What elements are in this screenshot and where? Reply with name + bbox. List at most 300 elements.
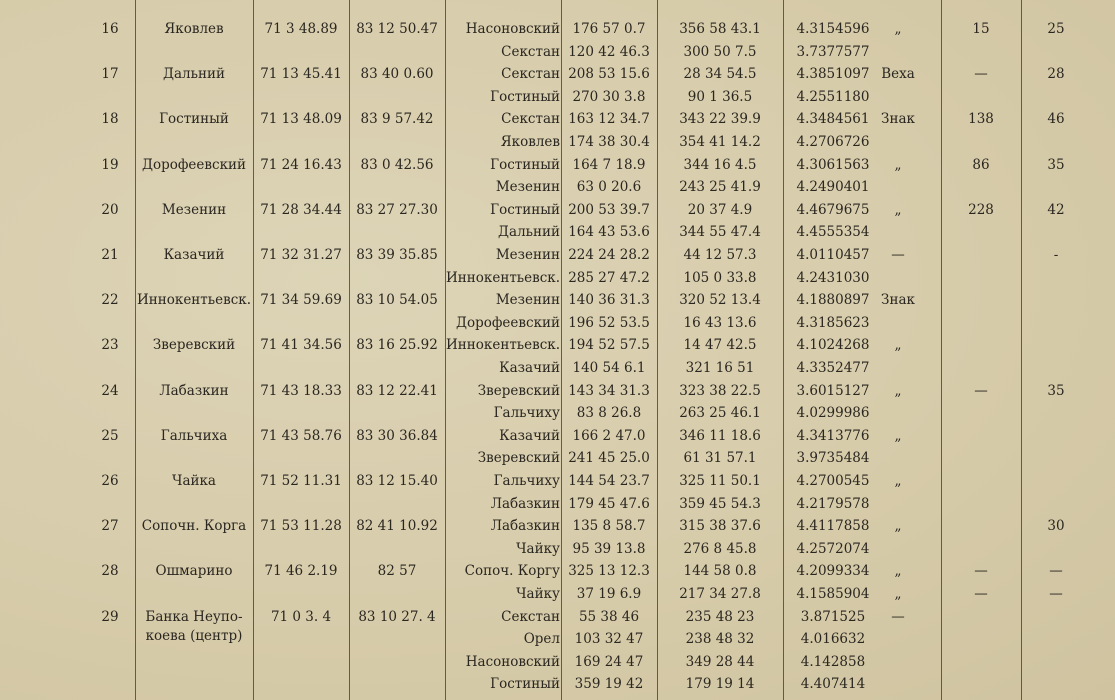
target-point: Секстан (501, 111, 560, 128)
height-2 (1022, 493, 1090, 516)
longitude (350, 86, 444, 109)
log-distance: 4.4555354 (796, 224, 870, 241)
target-point: Чайку (516, 586, 560, 602)
latitude (254, 86, 348, 109)
target-point: Сопоч. Коргу (464, 563, 560, 580)
point-name (135, 86, 253, 109)
log-distance: 4.4117858 (796, 518, 870, 535)
latitude (254, 493, 348, 516)
table-row (0, 289, 1115, 312)
longitude (350, 221, 444, 244)
table-row (0, 538, 1115, 561)
height-2: 28 (1047, 66, 1065, 83)
back-azimuth: 235 48 23 (685, 608, 755, 625)
log-distance: 4.016632 (800, 631, 866, 648)
log-distance: 4.2551180 (796, 88, 870, 105)
height-1 (942, 402, 1020, 425)
height-2: 46 (1047, 111, 1065, 128)
longitude: 83 12 15.40 (356, 473, 438, 489)
longitude: 83 39 35.85 (356, 247, 438, 263)
height-1: 138 (968, 111, 994, 128)
point-number: 19 (101, 156, 119, 173)
point-name (135, 402, 253, 425)
back-azimuth: 349 28 44 (685, 653, 755, 670)
azimuth: 174 38 30.4 (568, 134, 650, 150)
log-distance: 4.2700545 (796, 473, 870, 489)
height-2 (1022, 289, 1090, 312)
height-2 (1022, 651, 1090, 674)
target-point: Мезенин (495, 247, 560, 263)
point-name (135, 673, 253, 696)
height-2 (1022, 538, 1090, 561)
azimuth: 164 43 53.6 (568, 224, 650, 241)
height-2 (1022, 628, 1090, 651)
table-row (0, 628, 1115, 651)
height-2 (1022, 447, 1090, 470)
back-azimuth: 14 47 42.5 (683, 337, 757, 354)
point-name: Дорофеевский (141, 156, 246, 173)
target-point: Секстан (501, 66, 560, 83)
azimuth: 37 19 6.9 (576, 586, 642, 602)
point-name: Банка Неупо- коева (центр) (145, 608, 243, 644)
point-name (135, 447, 253, 470)
target-point: Зверевский (477, 382, 560, 399)
point-name: Лабазкин (159, 382, 229, 399)
height-1 (942, 357, 1020, 380)
target-point: Гостиный (490, 201, 560, 218)
latitude: 71 32 31.27 (260, 247, 342, 263)
height-1 (942, 628, 1020, 651)
table-row (0, 583, 1115, 606)
log-distance: 4.2431030 (796, 269, 870, 286)
height-1 (942, 673, 1020, 696)
longitude: 83 30 36.84 (356, 427, 438, 444)
height-1 (942, 651, 1020, 674)
table-row (0, 176, 1115, 199)
back-azimuth: 263 25 46.1 (679, 405, 761, 422)
sign-type (856, 673, 940, 696)
height-1 (942, 425, 1020, 448)
latitude (254, 651, 348, 674)
sign-type: „ (894, 427, 902, 444)
longitude (350, 312, 444, 335)
height-2 (1022, 41, 1090, 64)
sign-type (856, 493, 940, 516)
longitude (350, 583, 444, 606)
back-azimuth: 90 1 36.5 (687, 88, 753, 105)
point-number: 27 (101, 518, 119, 535)
log-distance: 4.1024268 (796, 337, 870, 354)
table-row (0, 244, 1115, 267)
longitude (350, 447, 444, 470)
log-distance: 3.6015127 (796, 382, 870, 399)
height-2: — (1049, 586, 1063, 602)
longitude (350, 673, 444, 696)
back-azimuth: 20 37 4.9 (687, 201, 753, 218)
point-name: Дальний (163, 66, 225, 83)
log-distance: 4.3185623 (796, 314, 870, 331)
sign-type: „ (894, 382, 902, 399)
point-name (135, 312, 253, 335)
point-number: 28 (101, 563, 119, 580)
target-point: Зверевский (477, 450, 560, 467)
sign-type (856, 538, 940, 561)
azimuth: 270 30 3.8 (572, 88, 646, 105)
sign-type: „ (894, 473, 902, 489)
log-distance: 4.0299986 (796, 405, 870, 422)
height-2 (1022, 176, 1090, 199)
point-name (135, 267, 253, 290)
back-azimuth: 300 50 7.5 (683, 43, 757, 60)
longitude: 83 12 22.41 (356, 382, 438, 399)
latitude: 71 24 16.43 (260, 156, 342, 173)
latitude: 71 13 45.41 (260, 66, 342, 83)
point-number: 16 (101, 21, 119, 37)
azimuth: 83 8 26.8 (576, 405, 642, 422)
back-azimuth: 356 58 43.1 (679, 21, 761, 37)
point-number: 29 (101, 608, 119, 625)
height-1: 86 (972, 156, 990, 173)
back-azimuth: 243 25 41.9 (679, 179, 761, 196)
log-distance: 4.4679675 (796, 201, 870, 218)
point-name (135, 583, 253, 606)
point-name (135, 493, 253, 516)
height-2: 35 (1047, 382, 1065, 399)
table-row (0, 63, 1115, 86)
longitude: 83 9 57.42 (360, 111, 434, 128)
azimuth: 135 8 58.7 (572, 518, 646, 535)
height-2 (1022, 673, 1090, 696)
back-azimuth: 28 34 54.5 (683, 66, 757, 83)
table-row (0, 673, 1115, 696)
latitude (254, 221, 348, 244)
latitude (254, 41, 348, 64)
height-2 (1022, 86, 1090, 109)
log-distance: 4.3352477 (796, 360, 870, 376)
latitude (254, 402, 348, 425)
height-2: 25 (1047, 21, 1065, 37)
back-azimuth: 321 16 51 (685, 360, 755, 376)
latitude (254, 131, 348, 154)
longitude (350, 357, 444, 380)
height-1: — (974, 382, 988, 399)
height-1 (942, 289, 1020, 312)
sign-type (856, 402, 940, 425)
azimuth: 63 0 20.6 (576, 179, 642, 196)
point-number: 21 (101, 247, 119, 263)
height-1 (942, 538, 1020, 561)
log-distance: 4.2099334 (796, 563, 870, 580)
table-row (0, 515, 1115, 538)
azimuth: 95 39 13.8 (572, 540, 646, 557)
azimuth: 140 54 6.1 (572, 360, 646, 376)
target-point: Орел (523, 631, 560, 648)
height-1 (942, 176, 1020, 199)
point-name (135, 357, 253, 380)
longitude: 83 0 42.56 (360, 156, 434, 173)
height-1: 228 (968, 201, 994, 218)
latitude (254, 447, 348, 470)
point-name (135, 221, 253, 244)
log-distance: 4.0110457 (796, 247, 870, 263)
longitude: 83 10 27. 4 (358, 608, 436, 625)
table-row (0, 447, 1115, 470)
sign-type (856, 131, 940, 154)
latitude: 71 52 11.31 (260, 473, 342, 489)
target-point: Дорофеевский (455, 314, 560, 331)
height-1: — (974, 563, 988, 580)
sign-type: „ (894, 201, 902, 218)
point-name: Чайка (172, 473, 216, 489)
azimuth: 208 53 15.6 (568, 66, 650, 83)
longitude: 82 57 (377, 563, 417, 580)
point-number: 17 (101, 66, 119, 83)
sign-type (856, 176, 940, 199)
table-row (0, 560, 1115, 583)
back-azimuth: 144 58 0.8 (683, 563, 757, 580)
sign-type: Знак (881, 111, 915, 128)
point-name: Гостиный (159, 111, 229, 128)
longitude (350, 176, 444, 199)
target-point: Яковлев (500, 134, 560, 150)
point-name (135, 176, 253, 199)
height-1 (942, 221, 1020, 244)
point-number: 18 (101, 111, 119, 128)
height-1 (942, 334, 1020, 357)
azimuth: 120 42 46.3 (568, 43, 650, 60)
sign-type (856, 312, 940, 335)
table-row (0, 470, 1115, 493)
longitude (350, 651, 444, 674)
height-1 (942, 515, 1020, 538)
table-row (0, 199, 1115, 222)
latitude: 71 0 3. 4 (270, 608, 332, 625)
target-point: Насоновский (465, 21, 560, 37)
latitude: 71 46 2.19 (264, 563, 338, 580)
log-distance: 4.3484561 (796, 111, 870, 128)
point-name: Зверевский (152, 337, 236, 354)
height-2 (1022, 470, 1090, 493)
height-1 (942, 244, 1020, 267)
azimuth: 241 45 25.0 (568, 450, 650, 467)
table-row (0, 221, 1115, 244)
azimuth: 325 13 12.3 (568, 563, 650, 580)
sign-type: — (891, 608, 905, 625)
azimuth: 144 54 23.7 (568, 473, 650, 489)
back-azimuth: 323 38 22.5 (679, 382, 761, 399)
target-point: Секстан (501, 608, 560, 625)
sign-type (856, 628, 940, 651)
table-row (0, 493, 1115, 516)
latitude: 71 53 11.28 (260, 518, 342, 535)
sign-type (856, 447, 940, 470)
longitude (350, 267, 444, 290)
back-azimuth: 325 11 50.1 (679, 473, 761, 489)
azimuth: 176 57 0.7 (572, 21, 646, 37)
azimuth: 169 24 47 (574, 653, 644, 670)
table-row (0, 334, 1115, 357)
back-azimuth: 105 0 33.8 (683, 269, 757, 286)
height-2 (1022, 334, 1090, 357)
azimuth: 164 7 18.9 (572, 156, 646, 173)
sign-type: „ (894, 337, 902, 354)
table-row (0, 267, 1115, 290)
back-azimuth: 354 41 14.2 (679, 134, 761, 150)
point-number: 20 (101, 201, 119, 218)
table-row (0, 402, 1115, 425)
back-azimuth: 344 55 47.4 (679, 224, 761, 241)
back-azimuth: 179 19 14 (685, 676, 755, 693)
back-azimuth: 359 45 54.3 (679, 495, 761, 512)
height-2: 42 (1047, 201, 1065, 218)
table-row (0, 380, 1115, 403)
log-distance: 3.9735484 (796, 450, 870, 467)
table-row (0, 86, 1115, 109)
height-2 (1022, 357, 1090, 380)
longitude (350, 402, 444, 425)
point-name: Сопочн. Корга (141, 518, 247, 535)
azimuth: 163 12 34.7 (568, 111, 650, 128)
target-point: Иннокентьевск. (446, 269, 561, 286)
target-point: Чайку (516, 540, 560, 557)
log-distance: 4.3413776 (796, 427, 870, 444)
azimuth: 359 19 42 (574, 676, 644, 693)
point-name (135, 41, 253, 64)
longitude: 82 41 10.92 (356, 518, 438, 535)
target-point: Лабазкин (490, 495, 560, 512)
latitude: 71 28 34.44 (260, 201, 342, 218)
height-2: 30 (1047, 518, 1065, 535)
height-2: - (1053, 247, 1059, 263)
log-distance: 4.1880897 (796, 292, 870, 309)
target-point: Гостиный (490, 156, 560, 173)
latitude: 71 43 18.33 (260, 382, 342, 399)
azimuth: 194 52 57.5 (568, 337, 650, 354)
sign-type (856, 41, 940, 64)
longitude: 83 27 27.30 (356, 201, 438, 218)
point-name (135, 131, 253, 154)
target-point: Гостиный (490, 676, 560, 693)
target-point: Казачий (499, 427, 560, 444)
table-row (0, 312, 1115, 335)
latitude: 71 3 48.89 (264, 21, 338, 37)
azimuth: 285 27 47.2 (568, 269, 650, 286)
target-point: Гостиный (490, 88, 560, 105)
log-distance: 4.407414 (800, 676, 866, 693)
back-azimuth: 344 16 4.5 (683, 156, 757, 173)
height-2 (1022, 606, 1090, 629)
longitude: 83 16 25.92 (356, 337, 438, 354)
sign-type: — (891, 247, 905, 263)
back-azimuth: 343 22 39.9 (679, 111, 761, 128)
back-azimuth: 276 8 45.8 (683, 540, 757, 557)
sign-type (856, 86, 940, 109)
longitude: 83 40 0.60 (360, 66, 434, 83)
log-distance: 3.871525 (800, 608, 866, 625)
latitude: 71 41 34.56 (260, 337, 342, 354)
height-2 (1022, 312, 1090, 335)
target-point: Гальчиху (493, 473, 560, 489)
target-point: Дальний (498, 224, 560, 241)
latitude: 71 13 48.09 (260, 111, 342, 128)
longitude (350, 493, 444, 516)
point-name (135, 538, 253, 561)
height-1 (942, 41, 1020, 64)
log-distance: 4.2179578 (796, 495, 870, 512)
point-number: 25 (101, 427, 119, 444)
azimuth: 103 32 47 (574, 631, 644, 648)
azimuth: 179 45 47.6 (568, 495, 650, 512)
height-1 (942, 493, 1020, 516)
table-row (0, 41, 1115, 64)
table-row (0, 154, 1115, 177)
azimuth: 140 36 31.3 (568, 292, 650, 309)
point-name: Казачий (163, 247, 225, 263)
target-point: Казачий (499, 360, 560, 376)
table-row (0, 131, 1115, 154)
log-distance: 4.2490401 (796, 179, 870, 196)
table-row (0, 18, 1115, 41)
back-azimuth: 346 11 18.6 (679, 427, 761, 444)
log-distance: 4.2572074 (796, 540, 870, 557)
sign-type (856, 651, 940, 674)
log-distance: 4.1585904 (796, 586, 870, 602)
azimuth: 196 52 53.5 (568, 314, 650, 331)
table-row (0, 357, 1115, 380)
azimuth: 200 53 39.7 (568, 201, 650, 218)
target-point: Иннокентьевск. (446, 337, 561, 354)
sign-type: „ (894, 21, 902, 37)
sign-type (856, 221, 940, 244)
latitude (254, 267, 348, 290)
target-point: Мезенин (495, 179, 560, 196)
latitude (254, 628, 348, 651)
height-1 (942, 447, 1020, 470)
back-azimuth: 320 52 13.4 (679, 292, 761, 309)
sign-type: „ (894, 156, 902, 173)
height-1 (942, 470, 1020, 493)
azimuth: 224 24 28.2 (568, 247, 650, 263)
latitude (254, 176, 348, 199)
sign-type: „ (894, 563, 902, 580)
point-number: 26 (101, 473, 119, 489)
table-row (0, 108, 1115, 131)
height-1 (942, 86, 1020, 109)
table-row (0, 651, 1115, 674)
target-point: Гальчиху (493, 405, 560, 422)
point-number: 24 (101, 382, 119, 399)
target-point: Секстан (501, 43, 560, 60)
point-number: 23 (101, 337, 119, 354)
point-number: 22 (101, 292, 119, 309)
height-2: 35 (1047, 156, 1065, 173)
point-name: Иннокентьевск. (136, 292, 252, 309)
log-distance: 4.3154596 (796, 21, 870, 37)
target-point: Насоновский (465, 653, 560, 670)
back-azimuth: 315 38 37.6 (679, 518, 761, 535)
back-azimuth: 44 12 57.3 (683, 247, 757, 263)
longitude (350, 628, 444, 651)
longitude (350, 538, 444, 561)
point-name (135, 651, 253, 674)
latitude (254, 673, 348, 696)
height-1 (942, 267, 1020, 290)
height-2 (1022, 221, 1090, 244)
point-name: Ошмарино (155, 563, 233, 580)
table-row (0, 425, 1115, 448)
sign-type: „ (894, 586, 902, 602)
back-azimuth: 217 34 27.8 (679, 586, 761, 602)
